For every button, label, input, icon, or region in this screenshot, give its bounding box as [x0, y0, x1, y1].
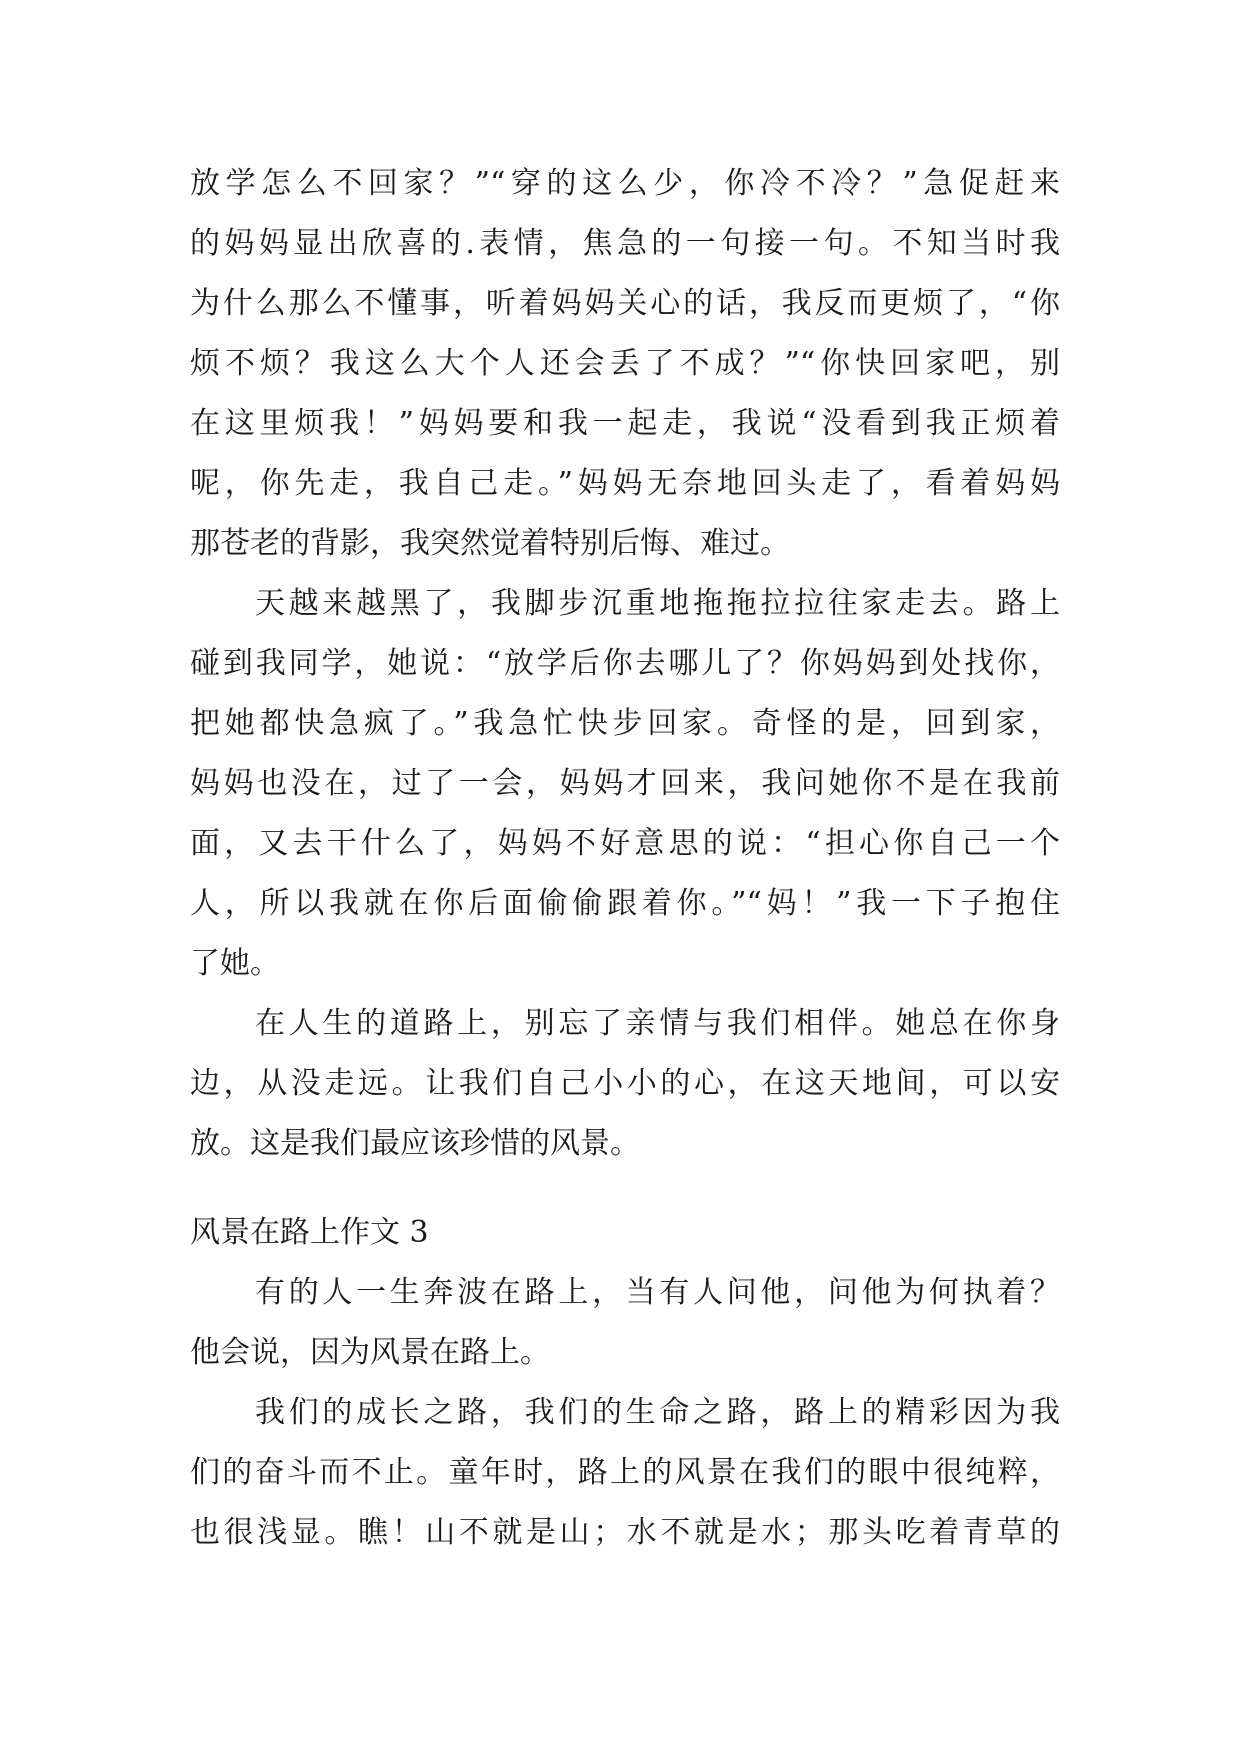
- text-line: 的妈妈显出欣喜的.表情，焦急的一句接一句。不知当时我: [190, 226, 1060, 261]
- text-line: 在这里烦我！”妈妈要和我一起走，我说“没看到我正烦着: [190, 406, 1060, 441]
- section-heading: 风景在路上作文 3: [190, 1215, 429, 1250]
- text-line: 把她都快急疯了。”我急忙快步回家。奇怪的是，回到家，: [190, 706, 1060, 741]
- text-line: 为什么那么不懂事，听着妈妈关心的话，我反而更烦了，“你: [190, 286, 1060, 321]
- text-line: 他会说，因为风景在路上。: [190, 1335, 550, 1370]
- text-line: 放。这是我们最应该珍惜的风景。: [190, 1126, 640, 1161]
- paragraph-first-line: 我们的成长之路，我们的生命之路，路上的精彩因为我: [255, 1395, 1060, 1430]
- text-line: 那苍老的背影，我突然觉着特别后悔、难过。: [190, 526, 790, 561]
- paragraph-first-line: 在人生的道路上，别忘了亲情与我们相伴。她总在你身: [255, 1006, 1060, 1041]
- text-line: 人，所以我就在你后面偷偷跟着你。”“妈！”我一下子抱住: [190, 886, 1060, 921]
- text-line: 呢，你先走，我自己走。”妈妈无奈地回头走了，看着妈妈: [190, 466, 1060, 501]
- text-line: 边，从没走远。让我们自己小小的心，在这天地间，可以安: [190, 1066, 1060, 1101]
- text-line: 放学怎么不回家？”“穿的这么少，你冷不冷？”急促赶来: [190, 166, 1060, 201]
- paragraph-first-line: 天越来越黑了，我脚步沉重地拖拖拉拉往家走去。路上: [255, 586, 1060, 621]
- text-line: 了她。: [190, 946, 280, 981]
- text-line: 们的奋斗而不止。童年时，路上的风景在我们的眼中很纯粹，: [190, 1455, 1060, 1490]
- text-line: 妈妈也没在，过了一会，妈妈才回来，我问她你不是在我前: [190, 766, 1060, 801]
- text-line: 烦不烦？我这么大个人还会丢了不成？”“你快回家吧，别: [190, 346, 1060, 381]
- text-line: 也很浅显。瞧！山不就是山；水不就是水；那头吃着青草的: [190, 1515, 1060, 1550]
- paragraph-first-line: 有的人一生奔波在路上，当有人问他，问他为何执着？: [255, 1275, 1060, 1310]
- text-line: 碰到我同学，她说：“放学后你去哪儿了？你妈妈到处找你，: [190, 646, 1060, 681]
- text-line: 面，又去干什么了，妈妈不好意思的说：“担心你自己一个: [190, 826, 1060, 861]
